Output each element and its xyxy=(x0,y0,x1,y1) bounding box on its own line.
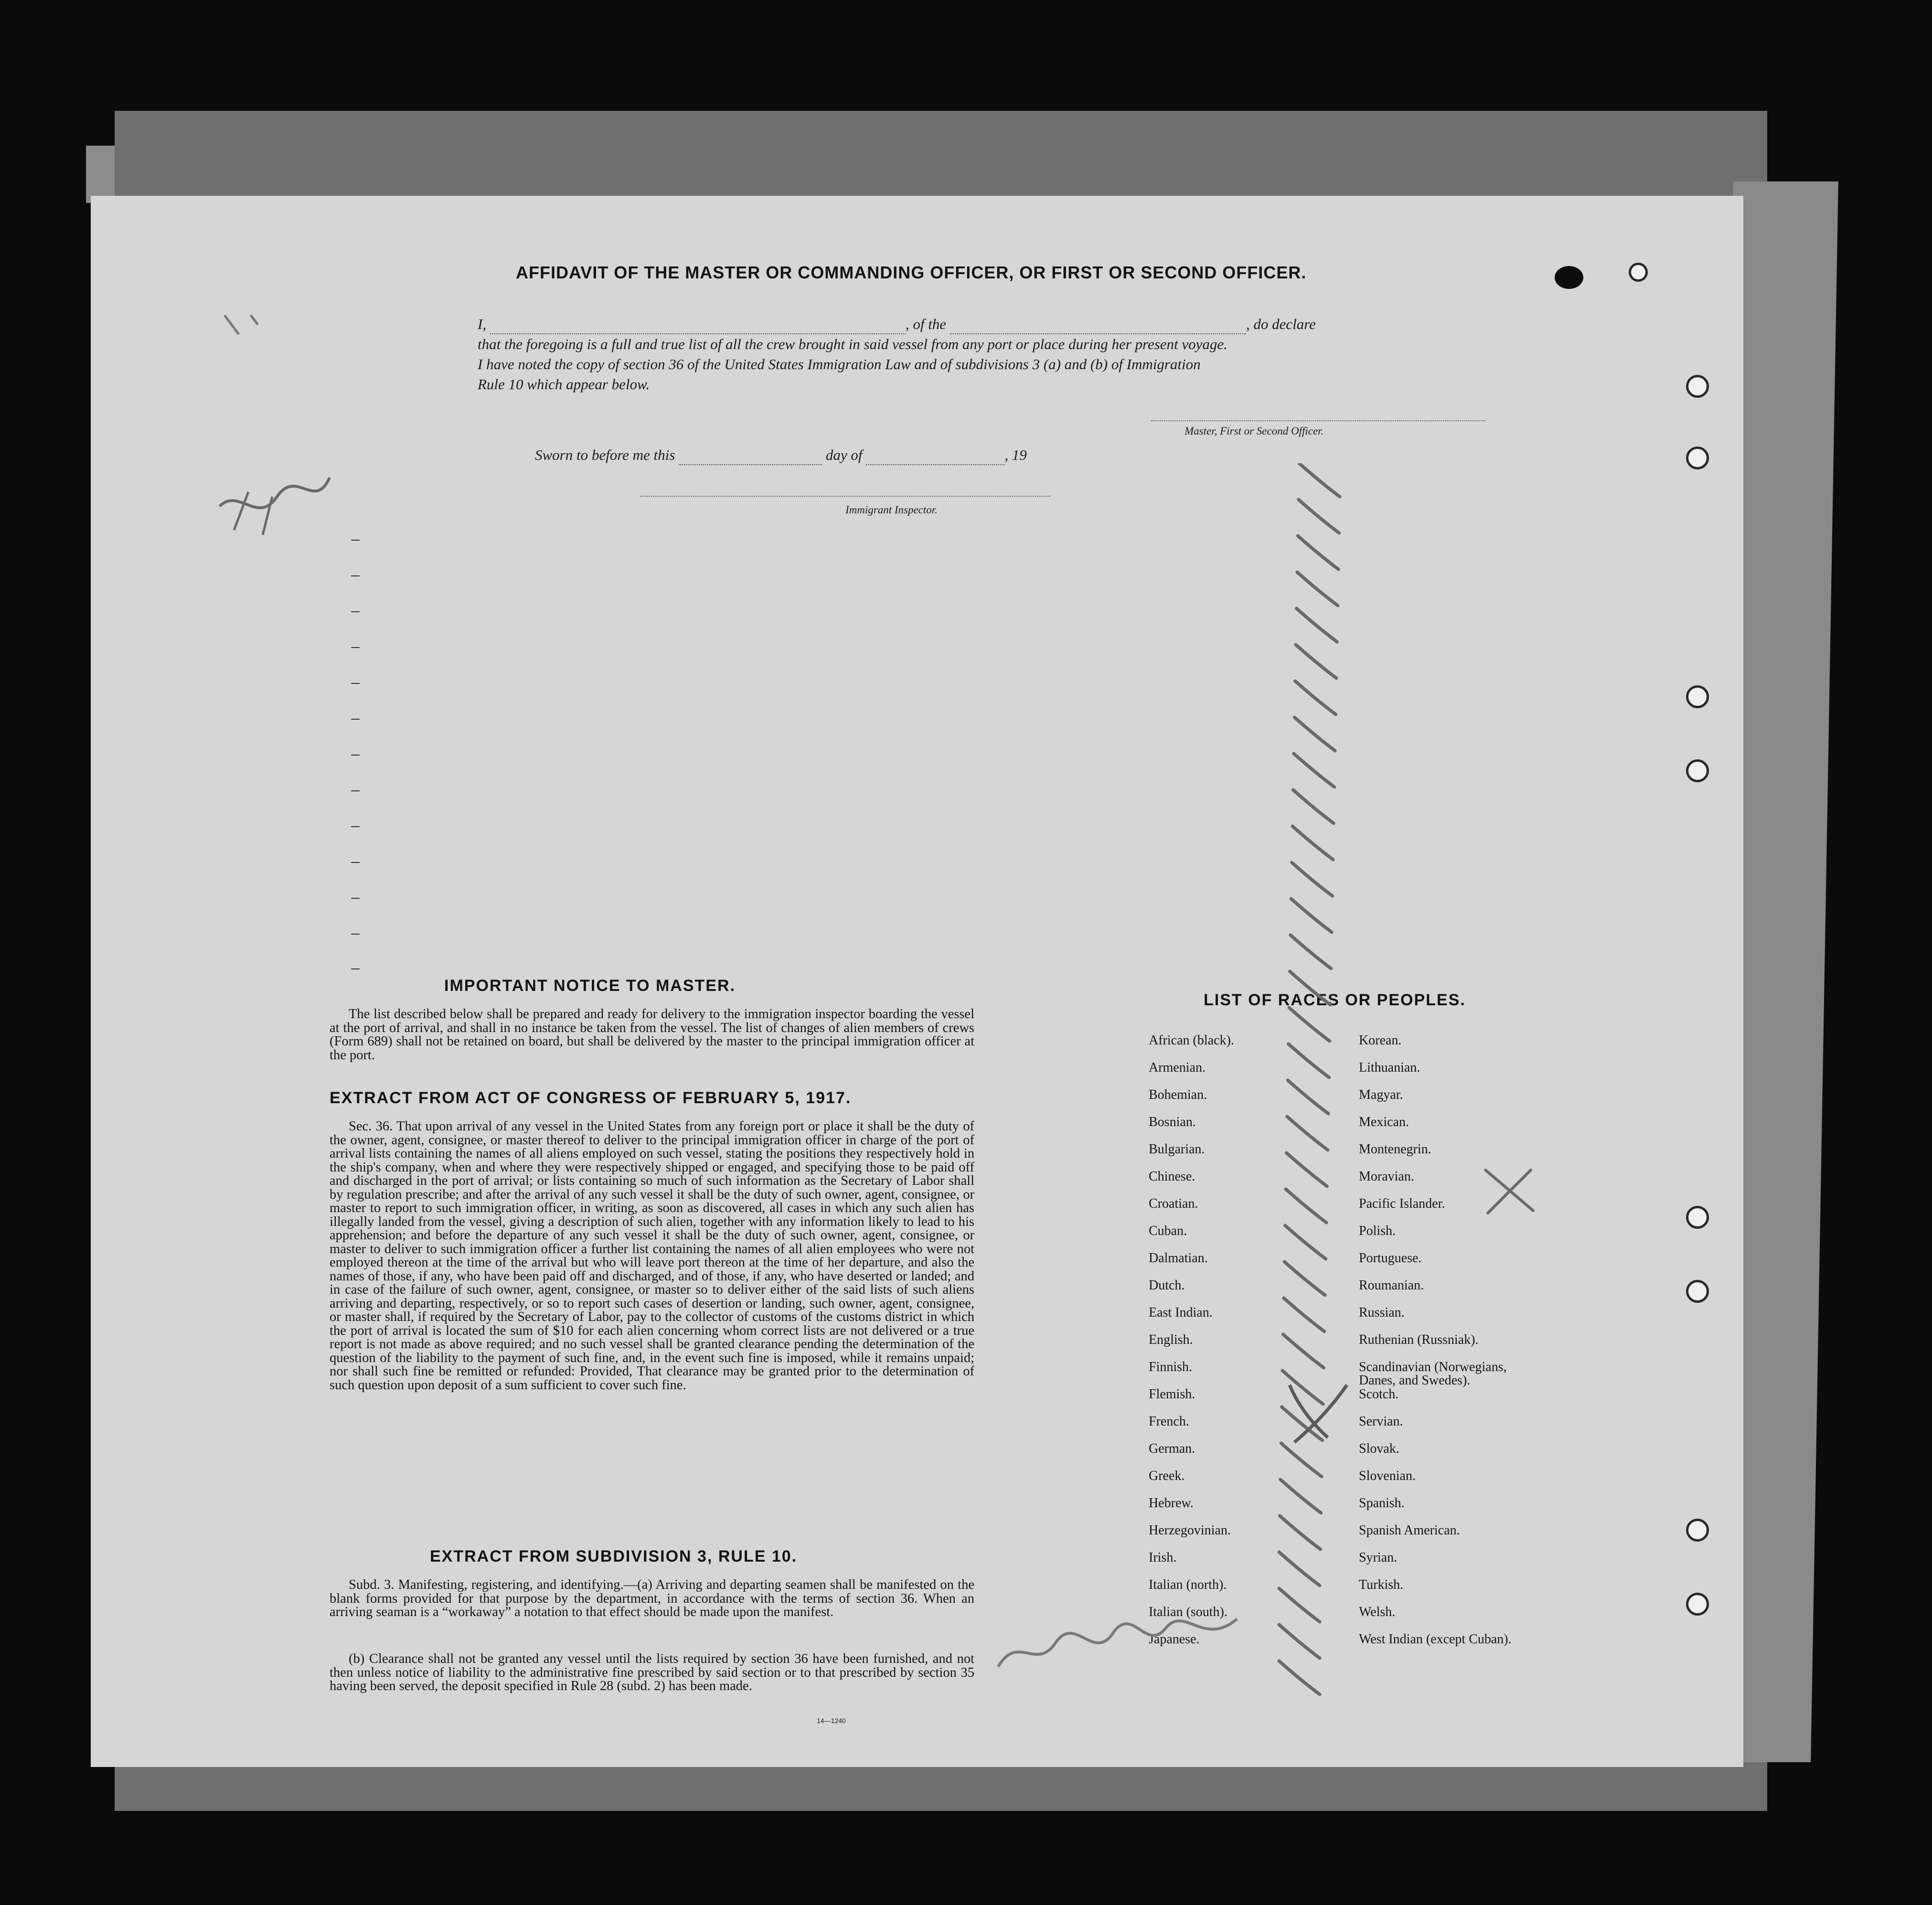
binder-hole xyxy=(1686,1280,1709,1303)
pencil-tick xyxy=(1291,899,1332,932)
pencil-tick xyxy=(1294,717,1335,751)
i-label: I, xyxy=(478,316,487,332)
affidavit-declaration-line xyxy=(478,314,1624,334)
binder-hole xyxy=(1686,447,1709,469)
act-extract-heading: EXTRACT FROM ACT OF CONGRESS OF FEBRUARY 5, 1917. xyxy=(330,1089,852,1107)
race-item: Dutch. xyxy=(1149,1278,1185,1293)
inspector-label: Immigrant Inspector. xyxy=(845,504,938,516)
race-item: Syrian. xyxy=(1359,1550,1398,1565)
rule-extract-para-b: (b) Clearance shall not be granted any vessel until the lists required by section 36 have been furnished, and not then unless notice of liability to the administrative fine prescribed by said section or to that prescribed by section 35 having been served, the deposit specified in Rule 28 (subd. 2) has been made. xyxy=(330,1651,974,1693)
race-item: Polish. xyxy=(1359,1224,1396,1238)
race-item: Pacific Islander. xyxy=(1359,1196,1445,1211)
race-item: East Indian. xyxy=(1149,1305,1213,1320)
affidavit-line-4: Rule 10 which appear below. xyxy=(478,376,650,393)
binder-hole xyxy=(1629,263,1648,282)
race-item: Korean. xyxy=(1359,1033,1402,1048)
form-number: 14—1240 xyxy=(817,1717,846,1724)
affidavit-heading: AFFIDAVIT OF THE MASTER OR COMMANDING OFFICER, OR FIRST OR SECOND OFFICER. xyxy=(516,263,1307,282)
binder-hole xyxy=(1686,759,1709,782)
rule-extract-heading: EXTRACT FROM SUBDIVISION 3, RULE 10. xyxy=(430,1547,798,1565)
race-item: Bosnian. xyxy=(1149,1115,1196,1129)
race-item: African (black). xyxy=(1149,1033,1234,1048)
race-item: Welsh. xyxy=(1359,1605,1396,1619)
race-item: Roumanian. xyxy=(1359,1278,1424,1293)
race-item: Russian. xyxy=(1359,1305,1405,1320)
notice-heading: IMPORTANT NOTICE TO MASTER. xyxy=(444,977,736,995)
margin-handwriting xyxy=(205,306,349,583)
race-item: Spanish. xyxy=(1359,1496,1405,1511)
pencil-tick xyxy=(1298,536,1338,569)
race-item: English. xyxy=(1149,1332,1193,1347)
notice-text: The list described below shall be prepared and ready for delivery to the immigration inspector boarding the vessel at the port of arrival, and shall in no instance be taken from the vessel. The list of changes of alien members of crews (Form 689) shall not be retained on board, but shall be delivered by the master to the principal immigration officer at the port. xyxy=(330,1007,974,1063)
pencil-tick xyxy=(1296,608,1337,642)
pencil-tick xyxy=(1293,790,1334,823)
of-the-label: , of the xyxy=(905,316,947,332)
race-item: Hebrew. xyxy=(1149,1496,1194,1511)
race-item: Armenian. xyxy=(1149,1060,1206,1075)
day-of-label: day of xyxy=(825,447,863,463)
pencil-tick xyxy=(1297,572,1338,606)
race-item: Chinese. xyxy=(1149,1169,1195,1184)
binder-hole xyxy=(1686,1593,1709,1616)
race-item: Lithuanian. xyxy=(1359,1060,1420,1075)
pencil-tick xyxy=(1299,500,1339,533)
race-item: German. xyxy=(1149,1441,1195,1456)
race-item: Scotch. xyxy=(1359,1387,1399,1402)
race-item: Irish. xyxy=(1149,1550,1177,1565)
signature-line[interactable] xyxy=(1151,420,1485,421)
signature-label: Master, First or Second Officer. xyxy=(1185,425,1324,437)
race-item: Slovenian. xyxy=(1359,1469,1416,1483)
pencil-tick xyxy=(1292,826,1333,860)
race-item: Turkish. xyxy=(1359,1577,1404,1592)
inspector-signature-line[interactable] xyxy=(640,496,1051,497)
binder-hole xyxy=(1686,375,1709,398)
vessel-name-field[interactable] xyxy=(950,321,1246,334)
race-item: Herzegovinian. xyxy=(1149,1523,1231,1538)
race-item: Flemish. xyxy=(1149,1387,1195,1402)
pencil-tick xyxy=(1279,1661,1320,1694)
year-label: , 19 xyxy=(1004,447,1027,463)
race-item: Japanese. xyxy=(1149,1632,1200,1647)
race-item: Finnish. xyxy=(1149,1360,1193,1374)
officer-name-field[interactable] xyxy=(490,321,906,334)
pencil-tick xyxy=(1295,681,1336,714)
races-heading: LIST OF RACES OR PEOPLES. xyxy=(1204,991,1466,1009)
ink-blob xyxy=(1555,266,1583,289)
races-right-column xyxy=(1359,1034,1693,1660)
binder-hole xyxy=(1686,1206,1709,1229)
race-item: Slovak. xyxy=(1359,1441,1399,1456)
race-item: Bulgarian. xyxy=(1149,1142,1205,1157)
binder-hole xyxy=(1686,685,1709,708)
race-item: Bohemian. xyxy=(1149,1087,1207,1102)
affidavit-line-2: that the foregoing is a full and true list of all the crew brought in said vessel from any port or place during her present voyage. xyxy=(478,336,1228,352)
race-item: Moravian. xyxy=(1359,1169,1414,1184)
do-declare-label: , do declare xyxy=(1246,316,1316,332)
sworn-day-field[interactable] xyxy=(679,452,822,465)
race-item: West Indian (except Cuban). xyxy=(1359,1632,1512,1647)
race-item: Spanish American. xyxy=(1359,1523,1460,1538)
race-item: Cuban. xyxy=(1149,1224,1187,1238)
pencil-tick xyxy=(1294,754,1334,787)
race-item: Scandinavian (Norwegians, Danes, and Swedes). xyxy=(1359,1360,1507,1388)
race-item: Italian (north). xyxy=(1149,1577,1227,1592)
race-item: Portuguese. xyxy=(1359,1251,1422,1266)
manifest-page xyxy=(91,196,1743,1767)
race-item: Ruthenian (Russniak). xyxy=(1359,1332,1479,1347)
binder-hole xyxy=(1686,1519,1709,1542)
race-item: Italian (south). xyxy=(1149,1605,1228,1619)
act-extract-text: Sec. 36. That upon arrival of any vessel in the United States from any foreign port or place it shall be the duty of the owner, agent, consignee, or master thereof to deliver to the principal immigration officer in charge of the port of arrival lists containing the names of all aliens employed on such vessel, stating the positions they respectively hold in the ship's company, when and where they were respectively shipped or engaged, and specifying those to be paid off and discharged in the port of arrival; or lists containing so much of such information as the Secretary of Labor shall by regulation prescribe; and after the arrival of any such vessel it shall be the duty of such owner, agent, consignee, or master to report to such immigration officer, in writing, as soon as discovered, all cases in which any such alien has illegally landed from the vessel, giving a description of such alien, together with any information likely to lead to his apprehension; and before the departure of any such vessel it shall be the duty of such owner, agent, consignee, or master to deliver to such immigration officer a further list containing the names of all alien employees who were not employed thereon at the time of the arrival but who will leave port thereon at the time of her departure, and also the names of those, if any, who have been paid off and discharged, and of those, if any, who have deserted or landed; and in case of the failure of such owner, agent, consignee, or master so to deliver either of the said lists of such aliens arriving and departing, respectively, or so to report such cases of desertion or landing, such owner, agent, consignee, or master shall, if required by the Secretary of Labor, pay to the collector of customs of the customs district in which the port of arrival is located the sum of $10 for each alien concerning whom correct lists are not delivered or a true report is not made as above required; and no such vessel shall be granted clearance pending the determination of the question of the liability to the payment of such fine, and, in the event such fine is imposed, while it remains unpaid; nor shall such fine be remitted or refunded: Provided, That clearance may be granted prior to the determination of such question upon deposit of a sum sufficient to cover such fine. xyxy=(330,1119,974,1393)
race-item: Magyar. xyxy=(1359,1087,1403,1102)
race-item: Dalmatian. xyxy=(1149,1251,1208,1266)
race-item: Mexican. xyxy=(1359,1115,1409,1129)
race-item: French. xyxy=(1149,1414,1189,1429)
sworn-label: Sworn to before me this xyxy=(535,447,675,463)
race-item: Greek. xyxy=(1149,1469,1185,1483)
affidavit-line-3: I have noted the copy of section 36 of the United States Immigration Law and of subdivisions 3 (a) and (b) of Immigration xyxy=(478,356,1201,372)
race-item: Montenegrin. xyxy=(1359,1142,1431,1157)
pencil-tick xyxy=(1299,463,1340,497)
race-item: Croatian. xyxy=(1149,1196,1198,1211)
pencil-tick xyxy=(1296,645,1336,678)
pencil-tick xyxy=(1291,935,1331,968)
race-item: Servian. xyxy=(1359,1414,1403,1429)
sworn-month-field[interactable] xyxy=(866,452,1004,465)
rule-extract-para-a: Subd. 3. Manifesting, registering, and identifying.—(a) Arriving and departing seamen shall be manifested on the blank forms provided for that purpose by the department, in accordance with the terms of section 36. When an arriving seaman is a “workaway” a notation to that effect should be made upon the manifest. xyxy=(330,1577,974,1619)
pencil-tick xyxy=(1292,862,1333,896)
sworn-line xyxy=(535,445,1251,465)
